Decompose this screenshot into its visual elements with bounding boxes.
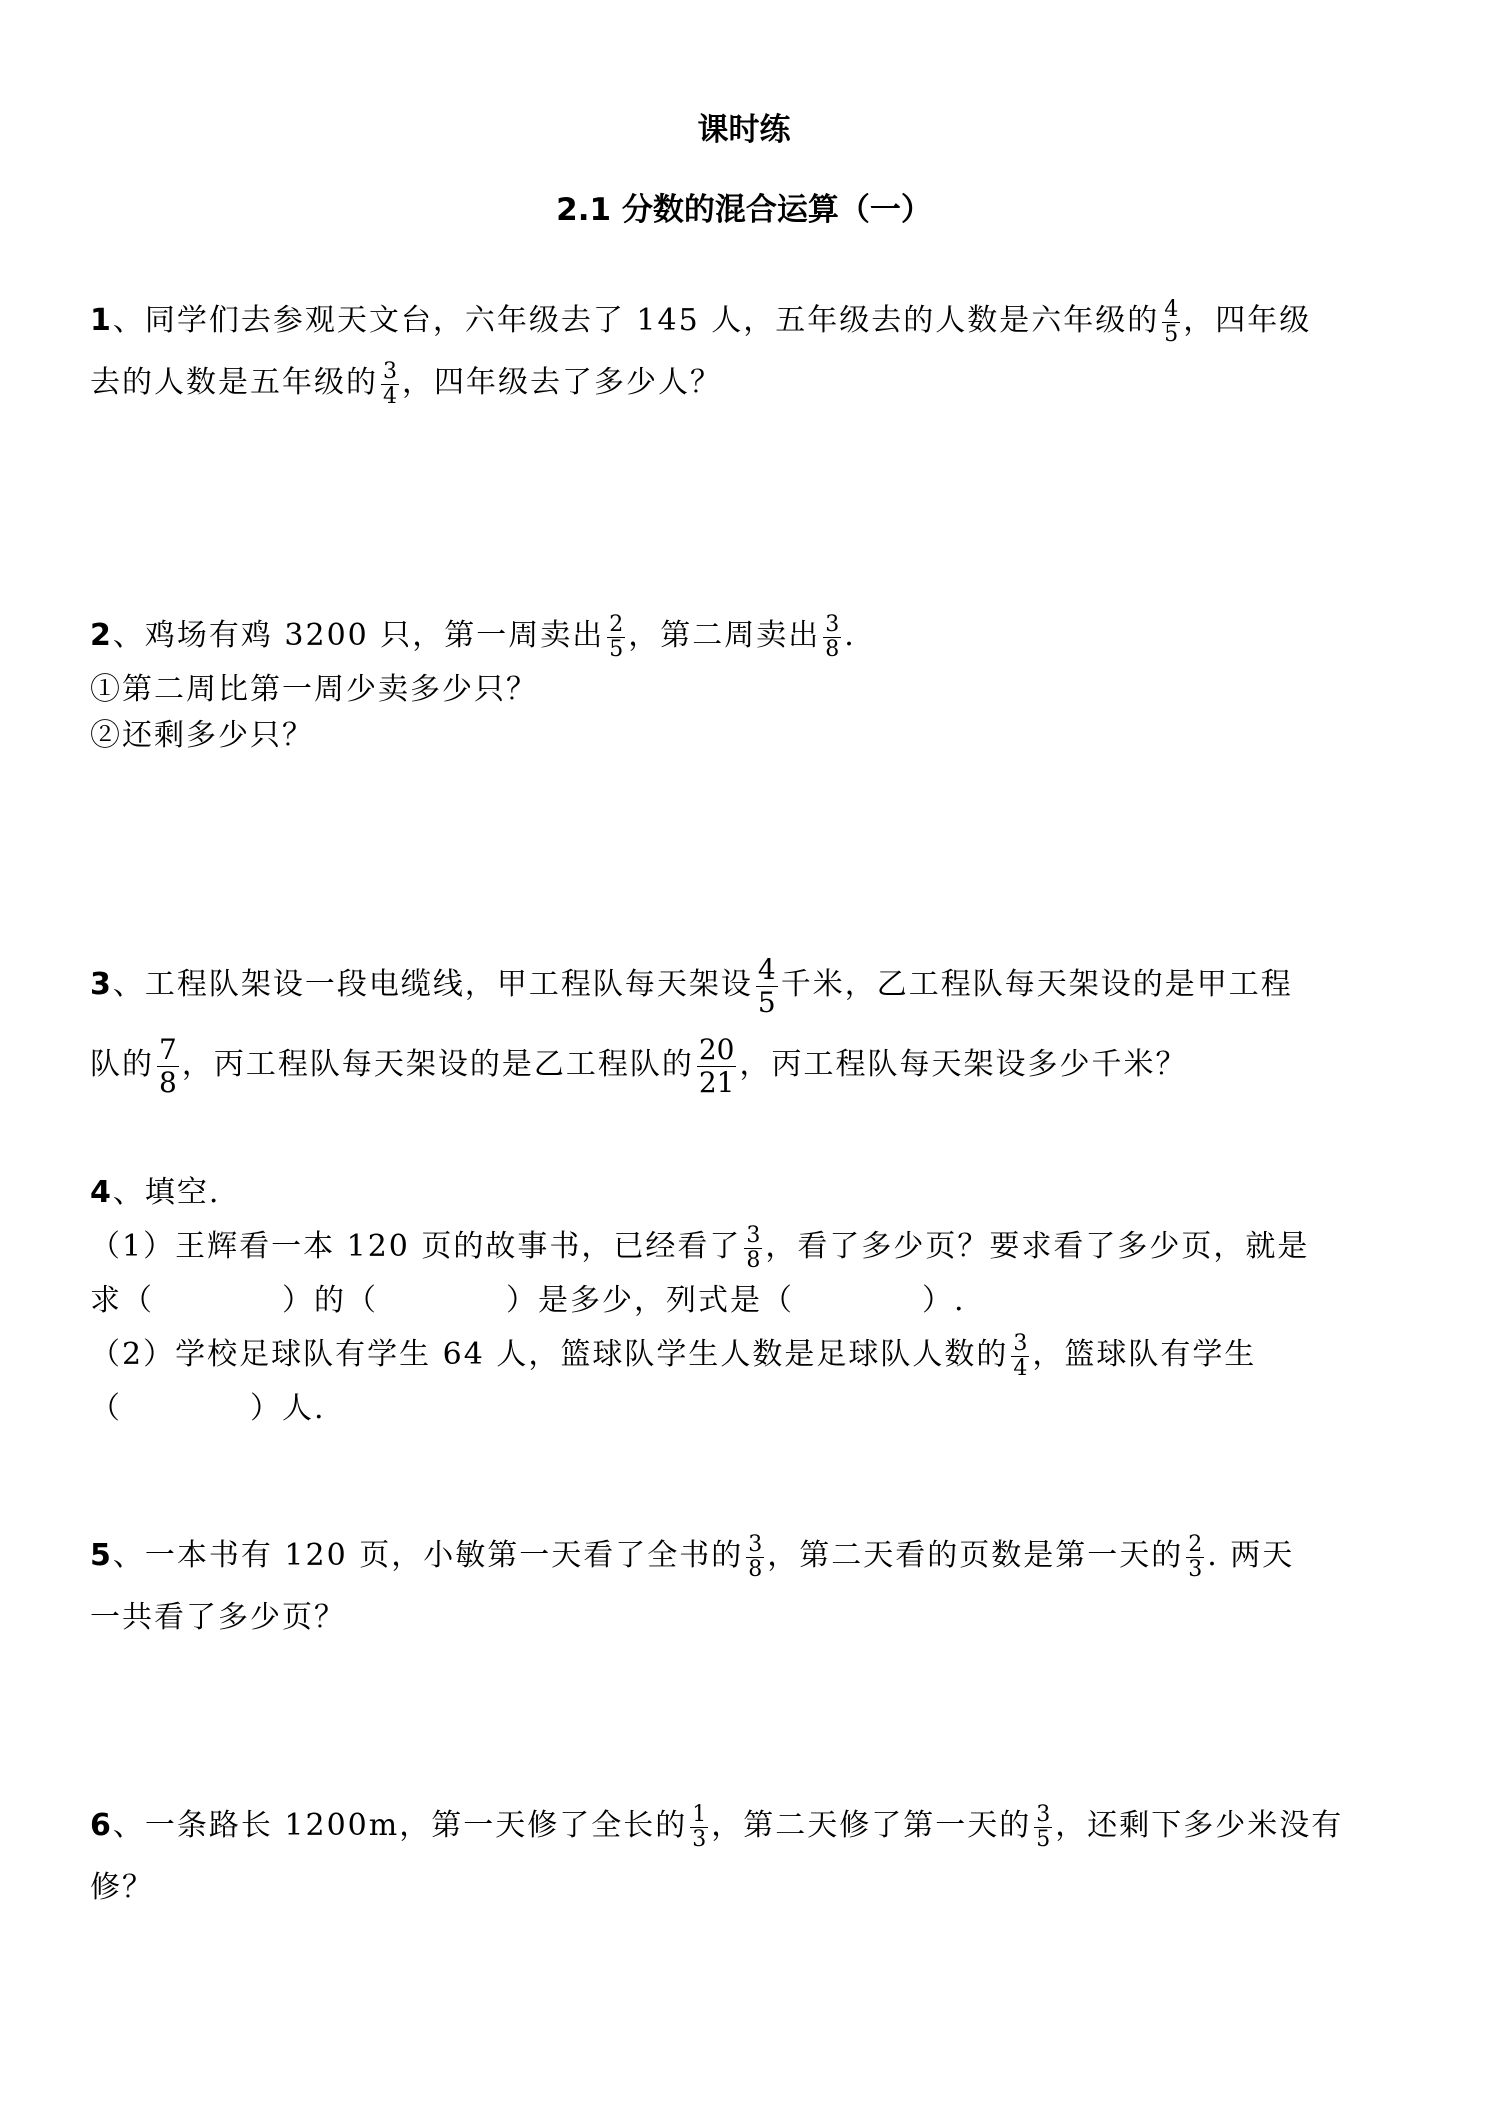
question-text: （2）学校足球队有学生 64 人，篮球队学生人数是足球队人数的 — [90, 1337, 1009, 1372]
question-text: ，篮球队有学生 — [1032, 1337, 1257, 1372]
fraction — [1186, 1533, 1204, 1582]
fraction — [1162, 298, 1180, 347]
question-text: 、一条路长 1200m，第一天修了全长的 — [112, 1808, 688, 1843]
fraction-numerator: 3 — [383, 358, 397, 384]
fraction-numerator: 3 — [746, 1222, 761, 1248]
question-6-line-1 — [90, 1795, 1400, 1857]
question-1-line-1 — [90, 290, 1400, 352]
fraction-denominator: 4 — [1013, 1355, 1028, 1381]
question-4 — [90, 1170, 1400, 1432]
fraction-denominator: 8 — [825, 636, 840, 662]
question-text: 、一本书有 120 页，小敏第一天看了全书的 — [112, 1538, 744, 1573]
question-text: ，第二天修了第一天的 — [711, 1808, 1032, 1843]
fraction-denominator: 5 — [609, 636, 624, 662]
question-text: ，四年级去了多少人？ — [402, 365, 722, 400]
fraction-numerator: 2 — [609, 611, 624, 637]
fraction-denominator: 5 — [757, 985, 776, 1019]
question-2 — [90, 605, 1400, 759]
fraction-denominator: 21 — [698, 1065, 735, 1099]
question-number: 2 — [90, 618, 113, 653]
fraction — [823, 613, 841, 662]
question-3-line-2 — [90, 1025, 1400, 1105]
fraction — [756, 954, 778, 1019]
question-6-line-2: 修？ — [90, 1870, 154, 1905]
fraction — [746, 1533, 764, 1582]
fraction-denominator: 8 — [159, 1065, 177, 1099]
fraction-numerator: 3 — [1013, 1330, 1028, 1356]
question-text: 、鸡场有鸡 3200 只，第一周卖出 — [112, 618, 605, 653]
question-5-line-2: 一共看了多少页？ — [90, 1600, 346, 1635]
fraction — [157, 1034, 179, 1099]
question-2-sub-1: ①第二周比第一周少卖多少只？ — [90, 672, 538, 707]
question-text: ，丙工程队每天架设多少千米？ — [739, 1047, 1188, 1082]
question-1 — [90, 290, 1400, 414]
fraction-numerator: 4 — [1164, 296, 1179, 322]
question-text: ，看了多少页？要求看了多少页，就是 — [765, 1229, 1310, 1264]
fraction-numerator: 3 — [1036, 1801, 1051, 1827]
question-1-line-2 — [90, 352, 1400, 414]
fraction-denominator: 3 — [1188, 1556, 1203, 1582]
fraction-denominator: 3 — [692, 1826, 707, 1852]
question-text: ，第二天看的页数是第一天的 — [767, 1538, 1184, 1573]
fraction-numerator: 2 — [1188, 1531, 1203, 1557]
fraction-denominator: 8 — [746, 1247, 761, 1273]
fraction — [1034, 1803, 1052, 1852]
question-text: ，还剩下多少米没有 — [1055, 1808, 1344, 1843]
question-2-line-1 — [90, 605, 1400, 667]
question-4-part-1-line-1 — [90, 1216, 1400, 1278]
question-text: 千米，乙工程队每天架设的是甲工程 — [780, 967, 1293, 1002]
fraction-denominator: 5 — [1036, 1826, 1051, 1852]
question-text: 、同学们去参观天文台，六年级去了 145 人，五年级去的人数是六年级的 — [112, 303, 1160, 338]
fraction — [1011, 1332, 1029, 1381]
question-5-line-1 — [90, 1525, 1400, 1587]
fraction-numerator: 3 — [825, 611, 840, 637]
question-2-sub-2: ②还剩多少只？ — [90, 718, 314, 753]
question-text: 、填空. — [112, 1175, 221, 1210]
question-text: ，四年级 — [1183, 303, 1312, 338]
fraction — [690, 1803, 708, 1852]
question-4-heading — [90, 1170, 1400, 1216]
fraction-numerator: 1 — [692, 1801, 707, 1827]
question-3 — [90, 945, 1400, 1105]
fraction-denominator: 4 — [383, 383, 397, 409]
question-4-part-2-line-1 — [90, 1324, 1400, 1386]
question-number: 4 — [90, 1175, 113, 1210]
question-text: ，第二周卖出 — [628, 618, 821, 653]
fraction-numerator: 7 — [159, 1032, 177, 1066]
fraction-numerator: 4 — [757, 952, 776, 986]
fraction — [744, 1224, 762, 1273]
question-number: 6 — [90, 1808, 113, 1843]
fraction-numerator: 20 — [698, 1032, 735, 1066]
question-3-line-1 — [90, 945, 1400, 1025]
fraction — [607, 613, 625, 662]
question-text: 去的人数是五年级的 — [90, 365, 378, 400]
fraction-denominator: 5 — [1164, 321, 1179, 347]
fraction-denominator: 8 — [748, 1556, 763, 1582]
question-number: 3 — [90, 967, 113, 1002]
question-number: 5 — [90, 1538, 113, 1573]
question-text: . — [844, 618, 856, 653]
question-text: 、工程队架设一段电缆线，甲工程队每天架设 — [112, 967, 753, 1002]
question-number: 1 — [90, 303, 113, 338]
question-4-part-2-line-2: （ ）人. — [90, 1391, 326, 1426]
question-text: （1）王辉看一本 120 页的故事书，已经看了 — [90, 1229, 742, 1264]
question-6 — [90, 1795, 1400, 1919]
question-4-part-1-line-2: 求（ ）的（ ）是多少，列式是（ ）. — [90, 1283, 966, 1318]
question-text: ，丙工程队每天架设的是乙工程队的 — [181, 1047, 694, 1082]
question-5 — [90, 1525, 1400, 1649]
fraction-numerator: 3 — [748, 1531, 763, 1557]
fraction — [381, 360, 399, 409]
worksheet-title: 课时练 — [697, 112, 791, 148]
fraction — [697, 1034, 737, 1099]
question-text: . 两天 — [1207, 1538, 1295, 1573]
lesson-subtitle: 2.1 分数的混合运算（一） — [556, 192, 932, 228]
question-text: 队的 — [90, 1047, 154, 1082]
